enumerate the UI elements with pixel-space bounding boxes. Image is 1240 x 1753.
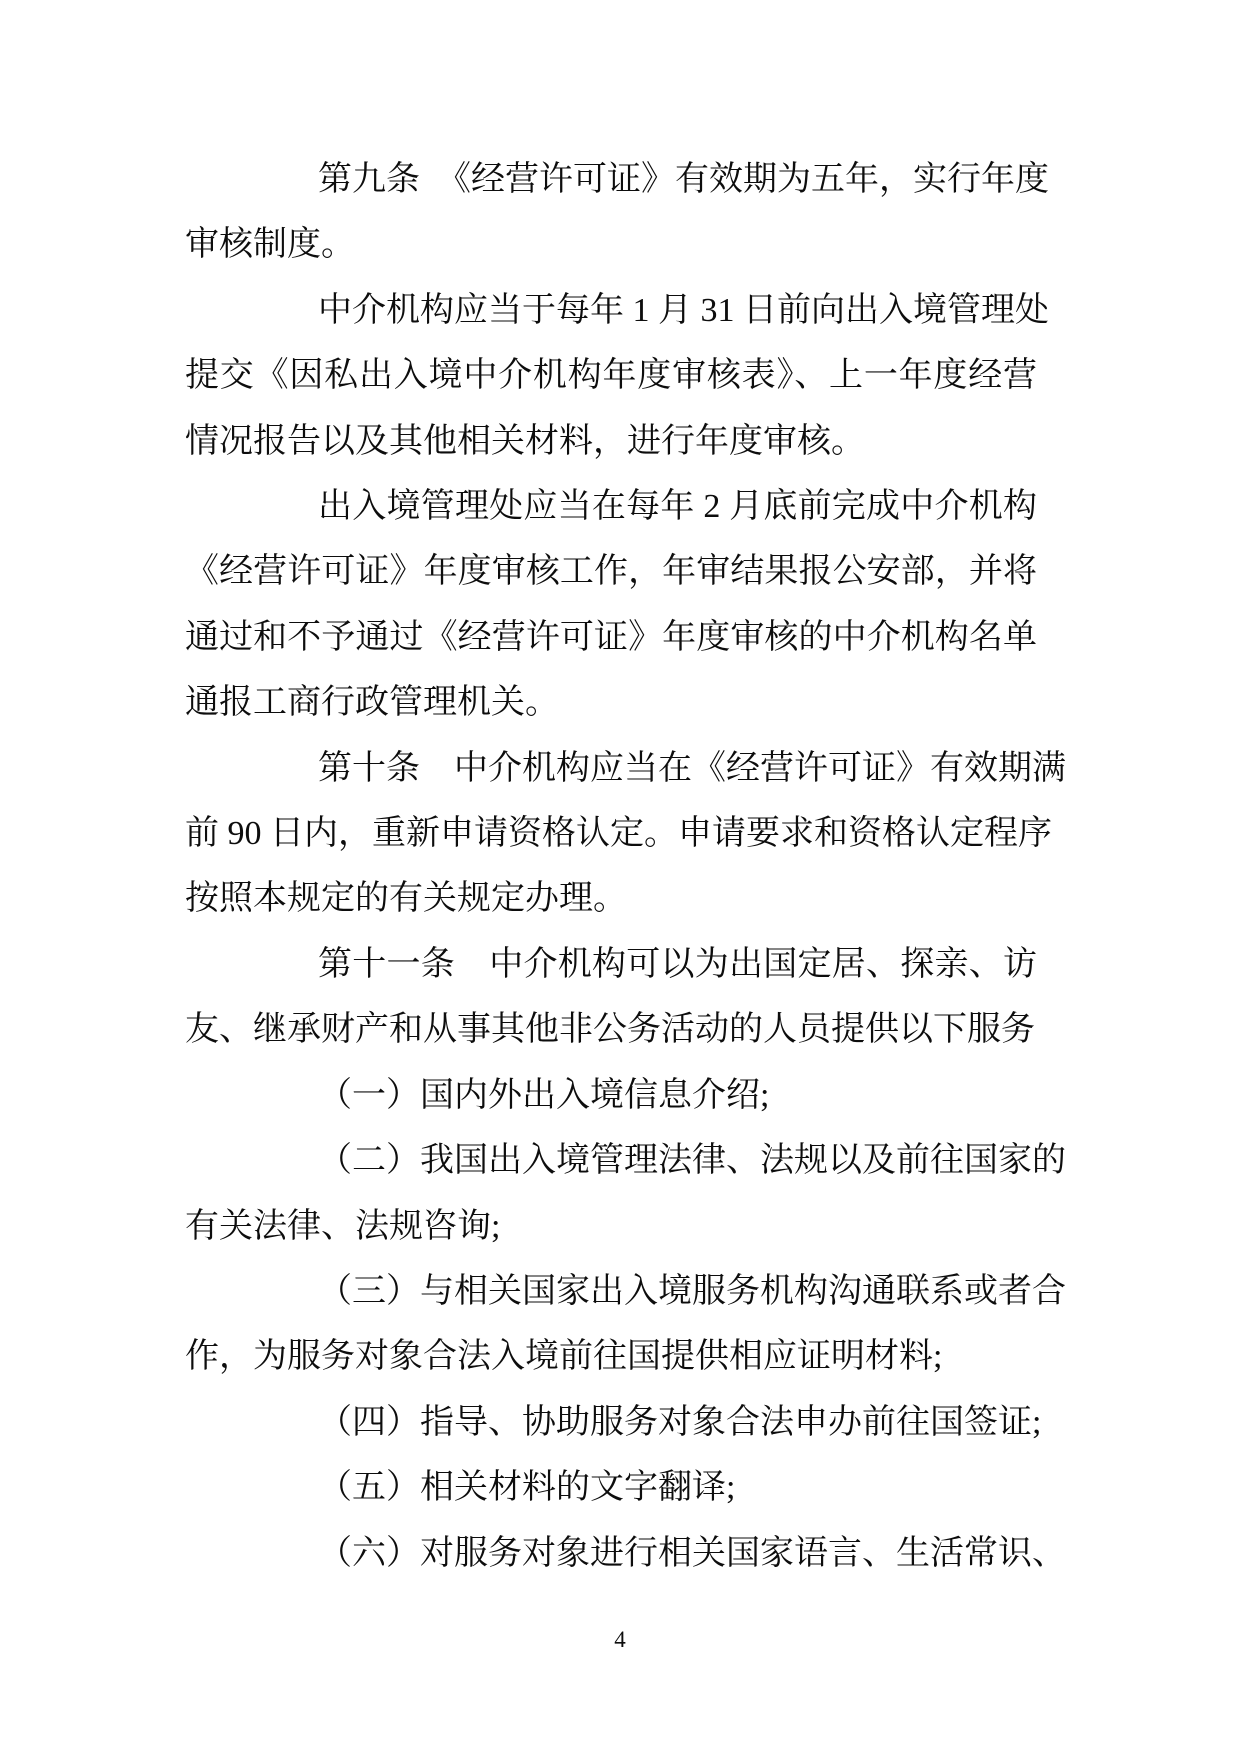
text-line: 作，为服务对象合法入境前往国提供相应证明材料; <box>185 1338 943 1376</box>
text-line: （二）我国出入境管理法律、法规以及前往国家的 <box>318 1142 1066 1180</box>
text-line: （五）相关材料的文字翻译; <box>318 1469 736 1507</box>
text-line: 友、继承财产和从事其他非公务活动的人员提供以下服务 <box>185 1011 1035 1049</box>
text-line: 前 90 日内，重新申请资格认定。申请要求和资格认定程序 <box>185 815 1052 853</box>
text-line: （一）国内外出入境信息介绍; <box>318 1076 770 1114</box>
text-line: 第十一条 中介机构可以为出国定居、探亲、访 <box>318 945 1037 983</box>
text-line: 《经营许可证》年度审核工作，年审结果报公安部，并将 <box>185 553 1037 591</box>
text-line: 审核制度。 <box>185 226 355 264</box>
text-line: 第十条 中介机构应当在《经营许可证》有效期满 <box>318 749 1066 787</box>
text-line: （六）对服务对象进行相关国家语言、生活常识、 <box>318 1534 1066 1572</box>
text-line: 按照本规定的有关规定办理。 <box>185 880 627 918</box>
text-line: 通报工商行政管理机关。 <box>185 684 559 722</box>
page-number: 4 <box>614 1627 626 1652</box>
text-line: 有关法律、法规咨询; <box>185 1207 501 1245</box>
text-line: 出入境管理处应当在每年 2 月底前完成中介机构 <box>318 488 1037 526</box>
text-line: 第九条 《经营许可证》有效期为五年，实行年度 <box>318 161 1049 198</box>
text-line: 中介机构应当于每年 1 月 31 日前向出入境管理处 <box>318 291 1049 329</box>
text-line: 通过和不予通过《经营许可证》年度审核的中介机构名单 <box>185 618 1037 656</box>
text-line: 情况报告以及其他相关材料，进行年度审核。 <box>185 422 865 460</box>
document-body <box>185 147 1066 1586</box>
text-line: （三）与相关国家出入境服务机构沟通联系或者合 <box>318 1272 1066 1310</box>
text-line: （四）指导、协助服务对象合法申办前往国签证; <box>318 1403 1042 1441</box>
text-line: 提交《因私出入境中介机构年度审核表》、上一年度经营 <box>185 357 1037 395</box>
